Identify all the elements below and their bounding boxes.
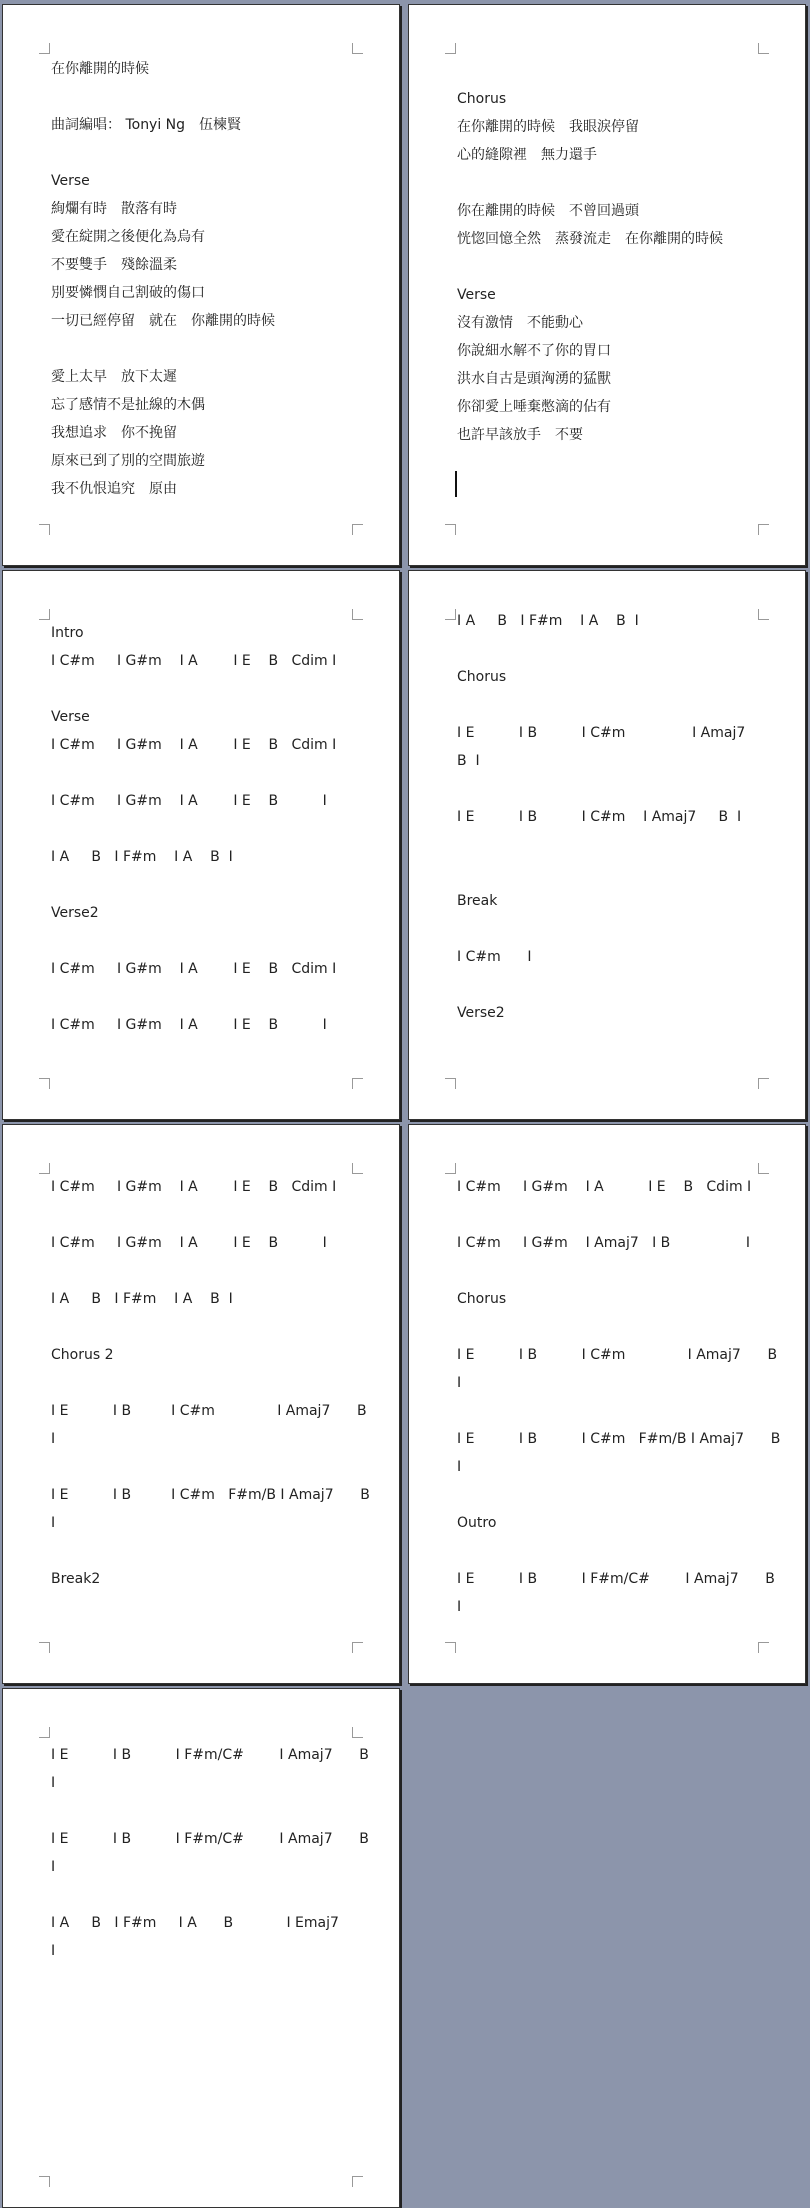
text-line: 忘了感情不是扯線的木偶 xyxy=(51,397,205,413)
text-line: Break2 xyxy=(51,1571,101,1587)
text-line: I E I B I C#m F#m/B I Amaj7 B xyxy=(457,1431,781,1447)
margin-corner-mark xyxy=(445,1078,456,1089)
text-line: Intro xyxy=(51,625,84,641)
margin-corner-mark xyxy=(445,609,456,620)
margin-corner-mark xyxy=(39,1642,50,1653)
margin-corner-mark xyxy=(39,1078,50,1089)
margin-corner-mark xyxy=(352,2176,363,2187)
text-line xyxy=(51,1797,359,1825)
document-page-1[interactable] xyxy=(2,4,400,566)
text-line xyxy=(457,1201,765,1229)
text-line xyxy=(457,253,765,281)
text-line xyxy=(457,1481,765,1509)
margin-corner-mark xyxy=(352,524,363,535)
margin-corner-mark xyxy=(39,2176,50,2187)
text-line: Verse2 xyxy=(51,905,99,921)
text-line: 別要憐憫自己割破的傷口 xyxy=(51,285,205,301)
text-line: I xyxy=(457,1375,462,1391)
page-text[interactable] xyxy=(457,607,765,1027)
margin-corner-mark xyxy=(352,1078,363,1089)
text-line xyxy=(457,1397,765,1425)
page-text[interactable] xyxy=(51,1173,370,1593)
text-line: Chorus 2 xyxy=(51,1347,114,1363)
text-line: 你在離開的時候 不曾回過頭 xyxy=(457,203,639,219)
text-line: I E I B I C#m I Amaj7 B I xyxy=(457,809,742,825)
text-line xyxy=(51,1313,359,1341)
text-line xyxy=(457,1537,765,1565)
text-line: 原來已到了別的空間旅遊 xyxy=(51,453,205,469)
text-line: 沒有激情 不能動心 xyxy=(457,315,583,331)
text-line: Verse xyxy=(51,173,90,189)
page-text[interactable] xyxy=(457,85,765,449)
text-line xyxy=(51,335,359,363)
text-line xyxy=(51,1881,359,1909)
text-line: Verse2 xyxy=(457,1005,505,1021)
margin-corner-mark xyxy=(39,609,50,620)
text-line xyxy=(51,815,359,843)
text-line: I A B I F#m I A B I Emaj7 xyxy=(51,1915,339,1931)
text-line: 恍惚回憶全然 蒸發流走 在你離開的時候 xyxy=(457,231,723,247)
text-line: I E I B I F#m/C# I Amaj7 B xyxy=(51,1831,369,1847)
text-line: 也許早該放手 不要 xyxy=(457,427,583,443)
text-line: I C#m I xyxy=(457,949,532,965)
page-text[interactable] xyxy=(51,619,359,1039)
text-line: I E I B I F#m/C# I Amaj7 B xyxy=(457,1571,775,1587)
text-line: I xyxy=(457,1599,462,1615)
text-line xyxy=(51,1369,359,1397)
margin-corner-mark xyxy=(445,1163,456,1174)
text-line: I E I B I F#m/C# I Amaj7 B xyxy=(51,1747,369,1763)
text-line: I C#m I G#m I A I E B Cdim I xyxy=(457,1179,752,1195)
text-line xyxy=(51,1201,359,1229)
document-page-3[interactable] xyxy=(2,570,400,1120)
text-line xyxy=(457,915,765,943)
margin-corner-mark xyxy=(758,43,769,54)
text-line: I C#m I G#m I A I E B Cdim I xyxy=(51,653,337,669)
text-line xyxy=(51,927,359,955)
text-line xyxy=(457,169,765,197)
text-line xyxy=(51,1453,359,1481)
margin-corner-mark xyxy=(352,1642,363,1653)
margin-corner-mark xyxy=(352,43,363,54)
document-page-2[interactable] xyxy=(408,4,806,566)
text-line: Outro xyxy=(457,1515,497,1531)
text-line xyxy=(457,635,765,663)
margin-corner-mark xyxy=(39,1727,50,1738)
text-line: 在你離開的時候 xyxy=(51,61,149,77)
text-line xyxy=(51,1537,359,1565)
margin-corner-mark xyxy=(758,524,769,535)
margin-corner-mark xyxy=(39,524,50,535)
text-line xyxy=(457,859,765,887)
text-line: I C#m I G#m I A I E B Cdim I xyxy=(51,737,337,753)
text-line xyxy=(51,83,359,111)
text-line xyxy=(457,1313,765,1341)
text-line: 絢爛有時 散落有時 xyxy=(51,201,177,217)
margin-corner-mark xyxy=(445,524,456,535)
text-line: I A B I F#m I A B I xyxy=(51,849,233,865)
margin-corner-mark xyxy=(758,1642,769,1653)
document-page-5[interactable] xyxy=(2,1124,400,1684)
margin-corner-mark xyxy=(445,1642,456,1653)
text-line xyxy=(51,139,359,167)
text-line: B I xyxy=(457,753,480,769)
page-text[interactable] xyxy=(51,1741,369,1965)
text-line: Verse xyxy=(457,287,496,303)
text-line: Chorus xyxy=(457,1291,507,1307)
text-line xyxy=(457,831,765,859)
text-line: I A B I F#m I A B I xyxy=(51,1291,233,1307)
text-line: I xyxy=(457,1459,462,1475)
text-line xyxy=(457,775,765,803)
text-line: I C#m I G#m I A I E B Cdim I xyxy=(51,961,337,977)
text-line: I xyxy=(51,1515,56,1531)
text-line: 曲詞編唱： Tonyi Ng 伍楝賢 xyxy=(51,117,242,133)
text-line: I xyxy=(51,1775,56,1791)
text-line: I C#m I G#m I Amaj7 I B I xyxy=(457,1235,751,1251)
text-line: Verse xyxy=(51,709,90,725)
text-line xyxy=(51,983,359,1011)
text-line: I C#m I G#m I A I E B I xyxy=(51,1235,327,1251)
text-line: 在你離開的時候 我眼淚停留 xyxy=(457,119,639,135)
text-line: Break xyxy=(457,893,498,909)
text-line: Chorus xyxy=(457,91,507,107)
text-line: 我不仇恨追究 原由 xyxy=(51,481,177,497)
text-line: I E I B I C#m I Amaj7 B xyxy=(51,1403,367,1419)
text-line: I C#m I G#m I A I E B I xyxy=(51,793,327,809)
text-line: 洪水自古是頭洶湧的猛獸 xyxy=(457,371,611,387)
text-line: 愛在綻開之後便化為烏有 xyxy=(51,229,205,245)
text-line: Chorus xyxy=(457,669,507,685)
text-line: 一切已經停留 就在 你離開的時候 xyxy=(51,313,275,329)
page-text[interactable] xyxy=(51,55,359,503)
text-line xyxy=(51,871,359,899)
text-line: 愛上太早 放下太遲 xyxy=(51,369,177,385)
text-line xyxy=(457,971,765,999)
text-line xyxy=(457,691,765,719)
text-line: 心的縫隙裡 無力還手 xyxy=(457,147,597,163)
text-cursor xyxy=(455,471,457,497)
text-line: I C#m I G#m I A I E B I xyxy=(51,1017,327,1033)
text-line xyxy=(457,1257,765,1285)
page-text[interactable] xyxy=(457,1173,781,1621)
text-line: I E I B I C#m F#m/B I Amaj7 B xyxy=(51,1487,370,1503)
margin-corner-mark xyxy=(758,1078,769,1089)
document-page-7[interactable] xyxy=(2,1688,400,2208)
margin-corner-mark xyxy=(39,43,50,54)
margin-corner-mark xyxy=(352,1727,363,1738)
text-line: I E I B I C#m I Amaj7 xyxy=(457,725,746,741)
text-line: I xyxy=(51,1431,56,1447)
text-line: I A B I F#m I A B I xyxy=(457,613,639,629)
text-line: 不要雙手 殘餘溫柔 xyxy=(51,257,177,273)
text-line: I E I B I C#m I Amaj7 B xyxy=(457,1347,778,1363)
margin-corner-mark xyxy=(39,1163,50,1174)
text-line: 你說細水解不了你的胃口 xyxy=(457,343,611,359)
document-page-4[interactable] xyxy=(408,570,806,1120)
text-line: I C#m I G#m I A I E B Cdim I xyxy=(51,1179,337,1195)
margin-corner-mark xyxy=(445,43,456,54)
text-line: I xyxy=(51,1859,56,1875)
text-line xyxy=(51,1257,359,1285)
text-line xyxy=(51,759,359,787)
text-line xyxy=(51,675,359,703)
document-page-6[interactable] xyxy=(408,1124,806,1684)
text-line: 你卻愛上唾棄憋滴的佔有 xyxy=(457,399,611,415)
text-line: I xyxy=(51,1943,56,1959)
text-line: 我想追求 你不挽留 xyxy=(51,425,177,441)
